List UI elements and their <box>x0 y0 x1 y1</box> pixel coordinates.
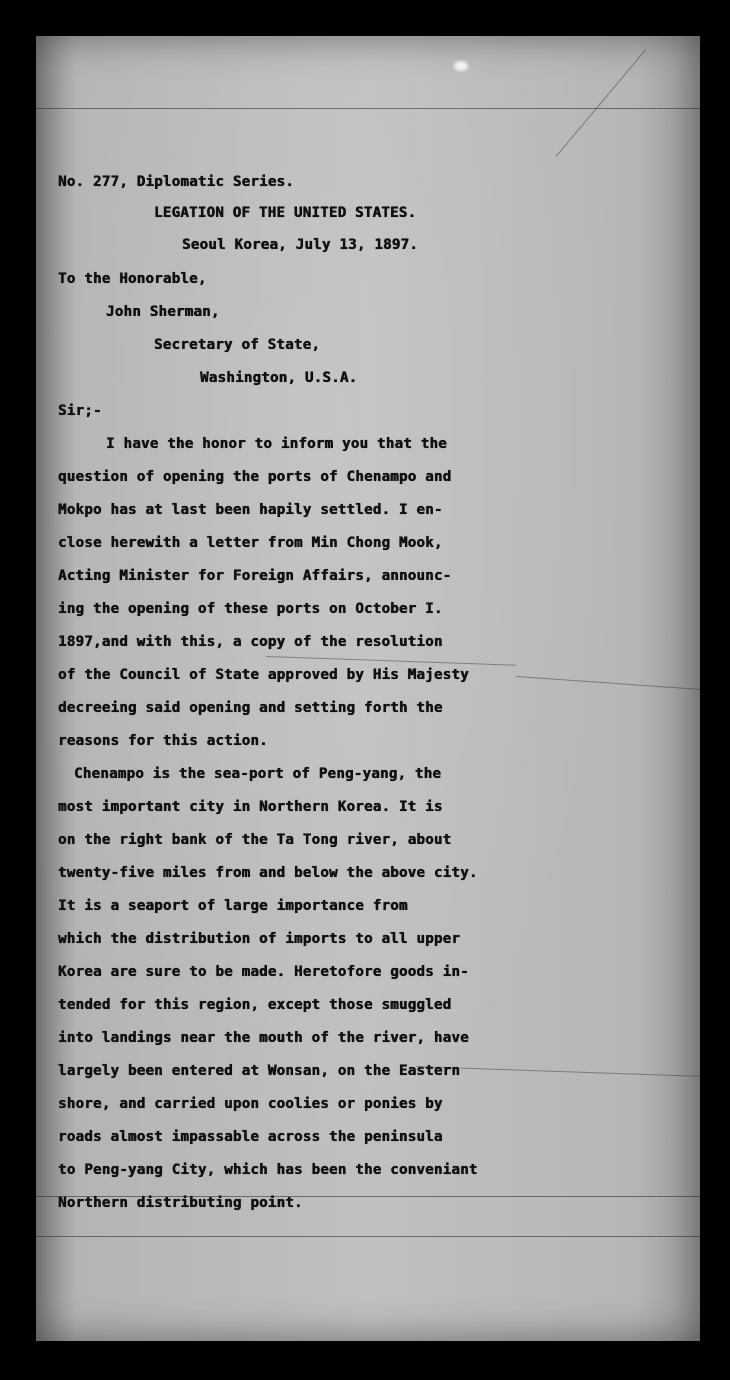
body-line: on the right bank of the Ta Tong river, about <box>58 832 452 848</box>
body-line: into landings near the mouth of the river, have <box>58 1030 469 1046</box>
legation-heading: LEGATION OF THE UNITED STATES. <box>154 205 417 221</box>
document-page <box>36 36 700 1341</box>
dateline: Seoul Korea, July 13, 1897. <box>182 237 419 253</box>
body-line: which the distribution of imports to all upper <box>58 931 461 947</box>
body-line: question of opening the ports of Chenampo and <box>58 469 452 485</box>
body-line: Chenampo is the sea-port of Peng-yang, the <box>74 766 442 782</box>
address-line: Secretary of State, <box>154 337 321 353</box>
body-line: of the Council of State approved by His Majesty <box>58 667 469 683</box>
body-line: I have the honor to inform you that the <box>106 436 447 452</box>
body-line: ing the opening of these ports on October I. <box>58 601 443 617</box>
body-line: Acting Minister for Foreign Affairs, announc- <box>58 568 452 584</box>
body-line: It is a seaport of large importance from <box>58 898 408 914</box>
body-line: shore, and carried upon coolies or ponies by <box>58 1096 443 1112</box>
series-line: No. 277, Diplomatic Series. <box>58 174 295 190</box>
body-line: Northern distributing point. <box>58 1195 303 1211</box>
body-line: 1897,and with this, a copy of the resolution <box>58 634 443 650</box>
salutation: Sir;- <box>58 403 102 419</box>
address-line: Washington, U.S.A. <box>200 370 358 386</box>
body-line: close herewith a letter from Min Chong Mook, <box>58 535 443 551</box>
body-line: largely been entered at Wonsan, on the Eastern <box>58 1063 461 1079</box>
body-line: Mokpo has at last been hapily settled. I en- <box>58 502 443 518</box>
body-line: Korea are sure to be made. Heretofore goods in- <box>58 964 469 980</box>
body-line: tended for this region, except those smuggled <box>58 997 452 1013</box>
letter-text <box>36 36 700 1341</box>
body-line: roads almost impassable across the peninsula <box>58 1129 443 1145</box>
address-line: To the Honorable, <box>58 271 207 287</box>
body-line: decreeing said opening and setting forth the <box>58 700 443 716</box>
body-line: most important city in Northern Korea. It is <box>58 799 443 815</box>
body-line: to Peng-yang City, which has been the conveniant <box>58 1162 478 1178</box>
body-line: twenty-five miles from and below the above city. <box>58 865 478 881</box>
body-line: reasons for this action. <box>58 733 268 749</box>
address-line: John Sherman, <box>106 304 220 320</box>
